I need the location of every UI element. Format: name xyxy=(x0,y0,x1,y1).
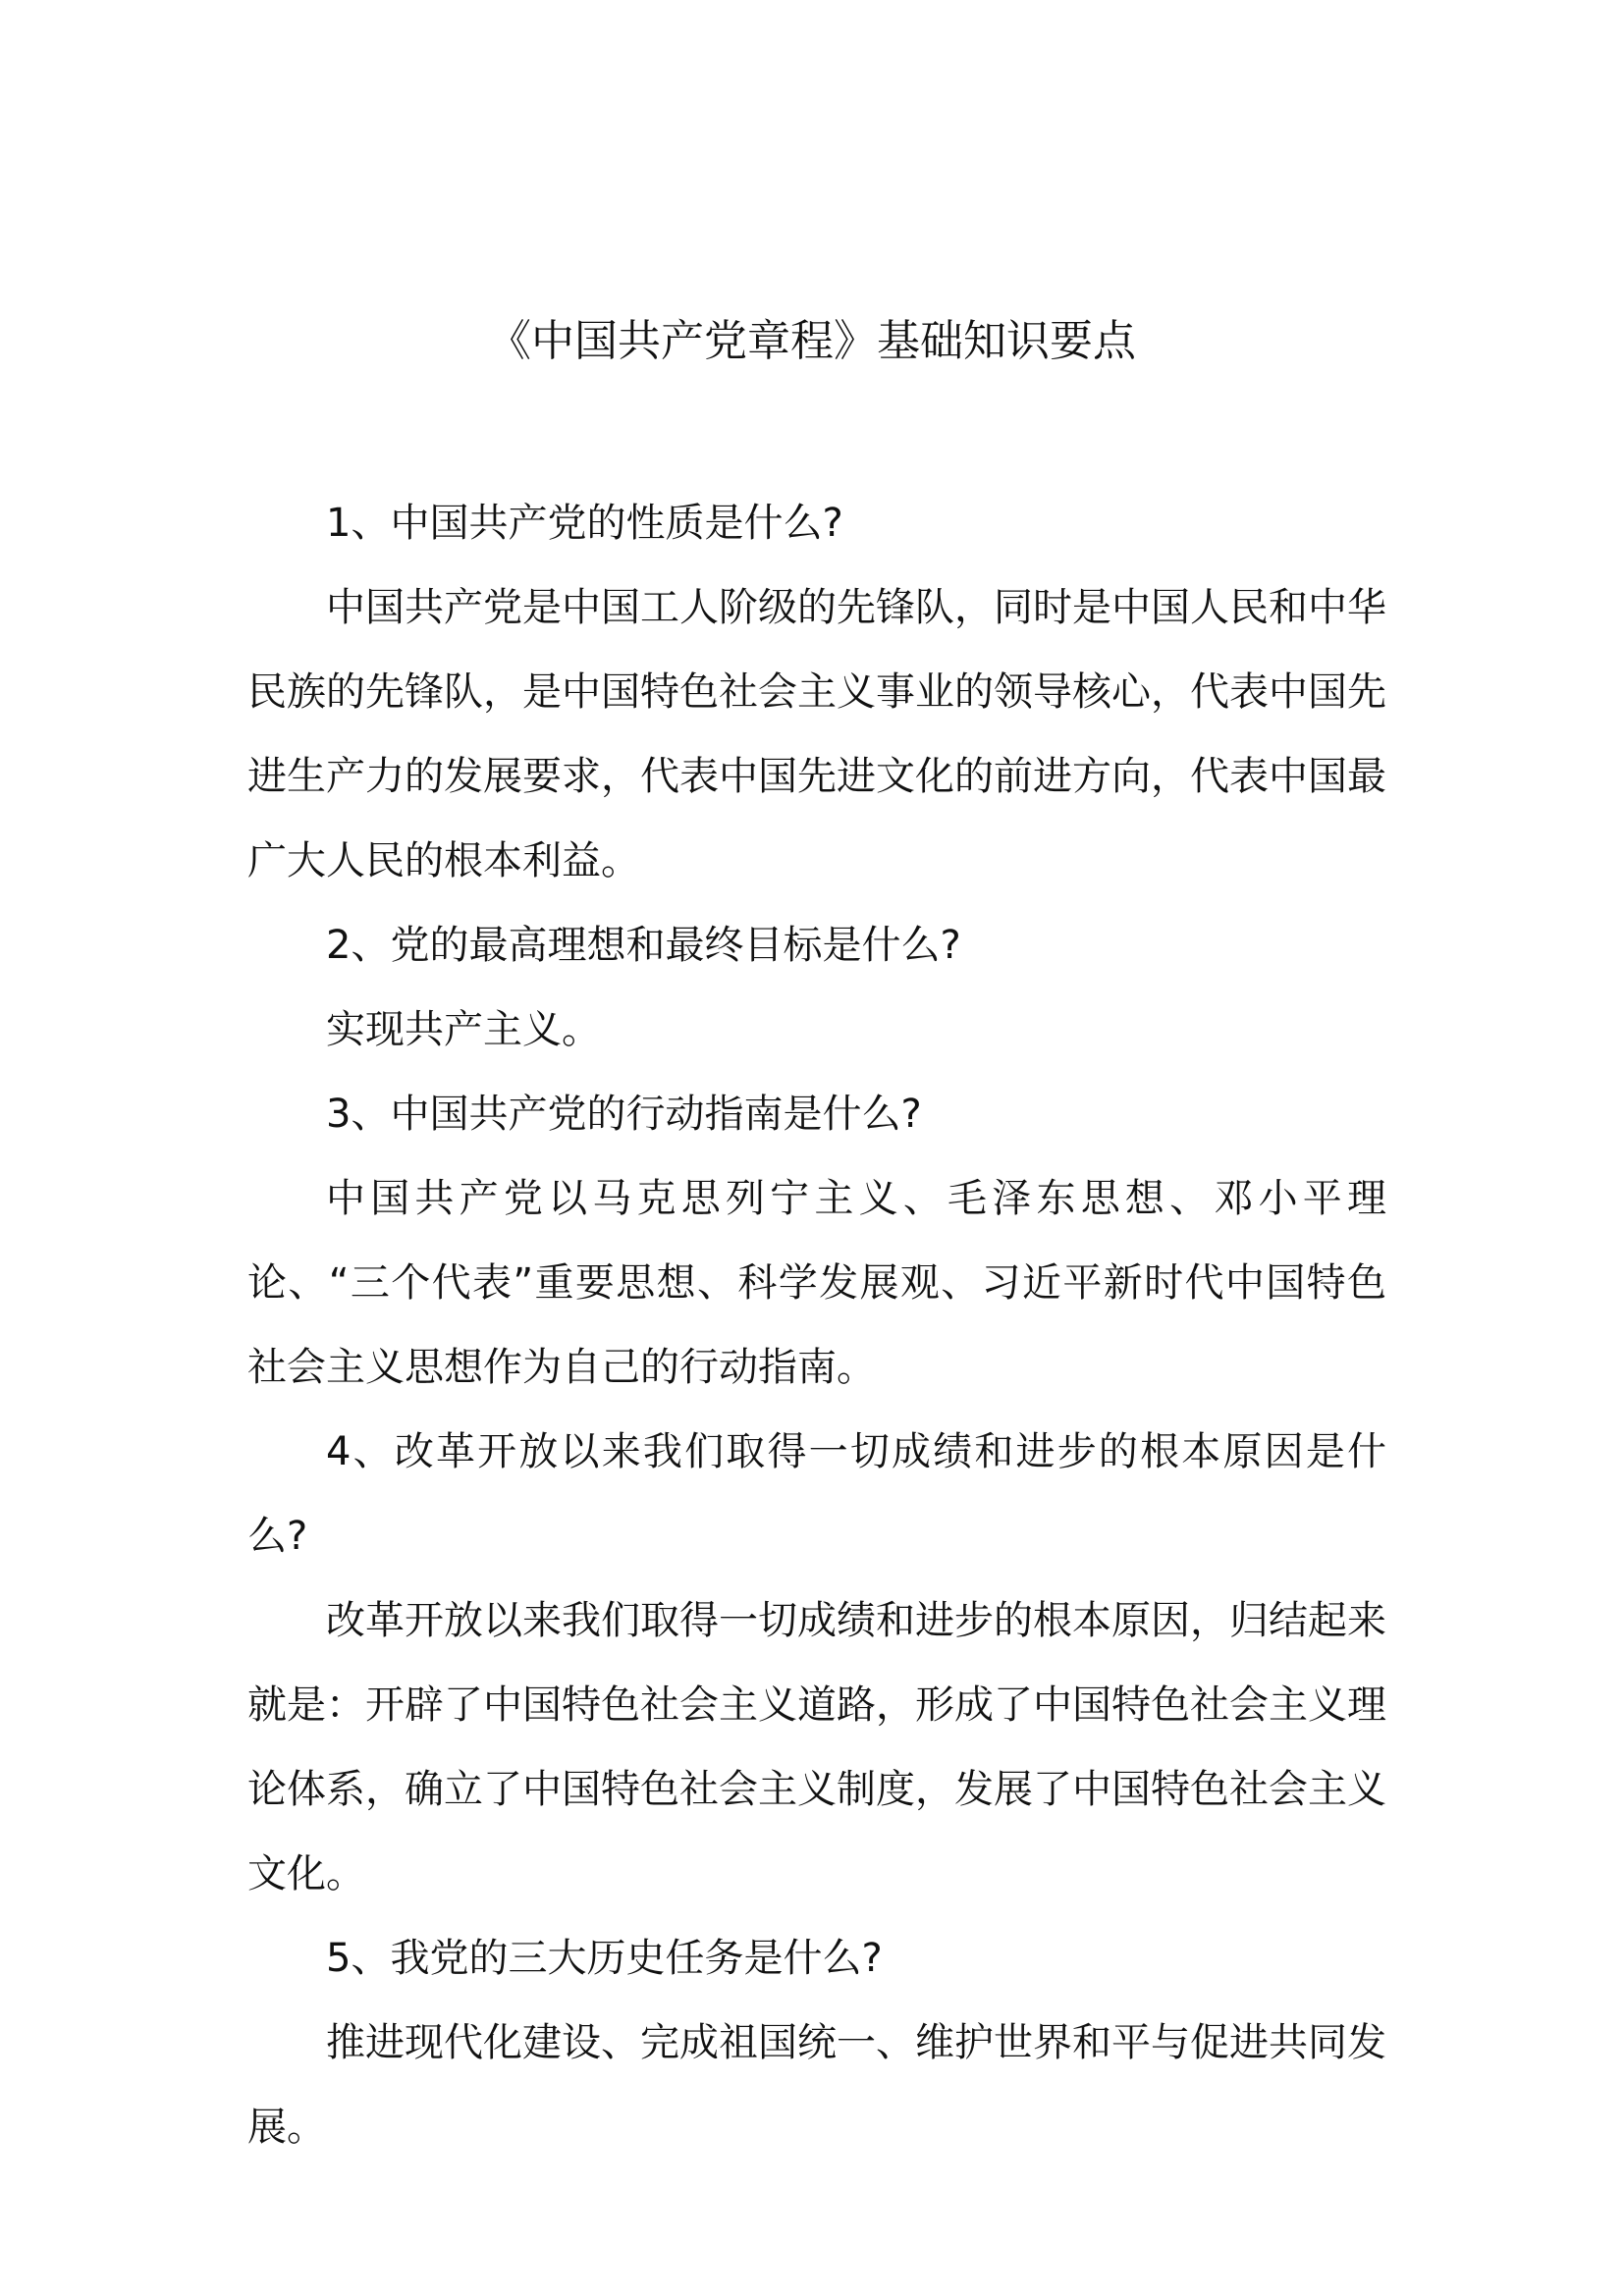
answer-3: 中国共产党以马克思列宁主义、毛泽东思想、邓小平理论、“三个代表”重要思想、科学发展观、习近平新时代中国特色社会主义思想作为自己的行动指南。 xyxy=(247,1176,1386,1390)
question-4: 4、改革开放以来我们取得一切成绩和进步的根本原因是什么? xyxy=(247,1429,1386,1559)
answer-5: 推进现代化建设、完成祖国统一、维护世界和平与促进共同发展。 xyxy=(247,2020,1386,2150)
answer-4: 改革开放以来我们取得一切成绩和进步的根本原因，归结起来就是：开辟了中国特色社会主义道路，形成了中国特色社会主义理论体系，确立了中国特色社会主义制度，发展了中国特色社会主义文化。 xyxy=(247,1598,1386,1896)
question-1: 1、中国共产党的性质是什么? xyxy=(326,501,843,546)
answer-1: 中国共产党是中国工人阶级的先锋队，同时是中国人民和中华民族的先锋队，是中国特色社会主义事业的领导核心，代表中国先进生产力的发展要求，代表中国先进文化的前进方向，代表中国最广大人民的根本利益。 xyxy=(247,585,1386,883)
document-body xyxy=(247,481,1386,2169)
answer-2: 实现共产主义。 xyxy=(326,1007,601,1052)
document-title: 《中国共产党章程》基础知识要点 xyxy=(488,316,1136,366)
question-5: 5、我党的三大历史任务是什么? xyxy=(326,1936,883,1981)
question-3: 3、中国共产党的行动指南是什么? xyxy=(326,1092,922,1137)
question-2: 2、党的最高理想和最终目标是什么? xyxy=(326,923,961,968)
